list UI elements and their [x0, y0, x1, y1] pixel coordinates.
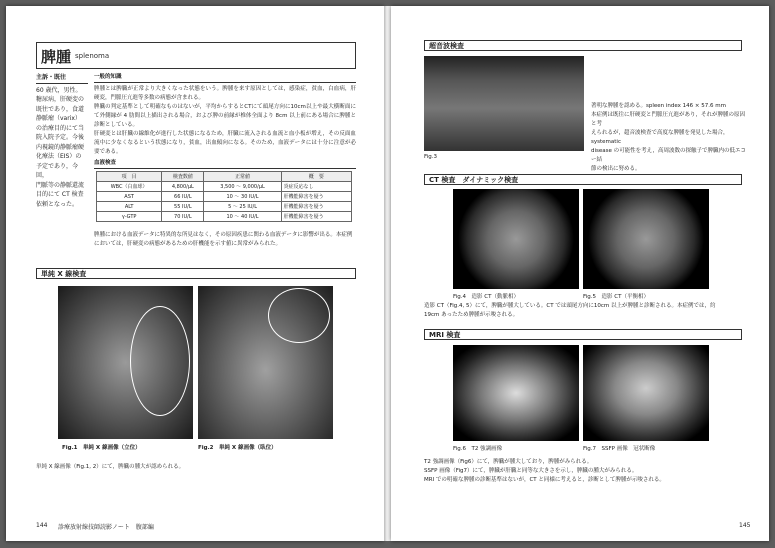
lab-cell: 10 〜 40 IU/L	[204, 212, 281, 222]
xray-image-standing	[58, 286, 193, 439]
ct-text	[424, 302, 742, 320]
fig1-caption: Fig.1 単純 X 線画像（立位）	[62, 445, 141, 451]
left-page	[6, 6, 384, 541]
case-line: 静脈瘤（varix）	[36, 115, 81, 122]
ct-text-line: 19cm あったため脾腫が示唆される。	[424, 312, 519, 318]
lab-cell: 4,800/μL	[162, 182, 204, 192]
ultrasound-image	[424, 56, 584, 151]
lab-cell: 66 IU/L	[162, 192, 204, 202]
lab-row	[97, 182, 352, 192]
xray-section-heading: 単純 X 線検査	[36, 268, 356, 279]
lab-header-row	[97, 172, 352, 182]
knowledge-column	[94, 73, 356, 225]
case-line: 依頼となった。	[36, 200, 79, 208]
xray-text: 単純 X 線画像（Fig.1, 2）にて，脾臓の腫大が認められる。	[36, 464, 185, 470]
knowledge-heading: 一般的知識	[94, 73, 356, 83]
fig2-caption: Fig.2 単純 X 線画像（臥位）	[198, 445, 277, 451]
lab-table	[96, 171, 352, 222]
us-section-heading: 超音波検査	[424, 40, 742, 51]
case-line: 化療法（EIS）の	[36, 153, 82, 160]
book-gutter	[384, 6, 391, 541]
case-line: 60 歳代，男性。	[36, 86, 82, 94]
knowledge-paragraph: 肝硬変とは肝臓の線維化が進行した状態になるため，肝臓に流入される血流と血小板が増え，その反面血流中に少なくなるという状態になり，貧血，出血傾向になる。そのため，血液データには十分に注意が必要である。	[94, 131, 356, 155]
spleen-circle-marker	[268, 288, 330, 343]
case-line: 内視鏡的静脈瘤硬	[36, 143, 85, 151]
fig7-caption: Fig.7 SSFP 画像 冠状断像	[583, 446, 656, 452]
mri-section-heading: MRI 検査	[424, 329, 742, 340]
mri-text-line: SSFP 画像（Fig7）にて，脾臓が肝臓と同等な大きさを示し，脾臓の腫大がみられる。	[424, 468, 638, 474]
lab-row	[97, 212, 352, 222]
fig4-caption: Fig.4 造影 CT（動脈相）	[453, 294, 519, 300]
lab-row	[97, 192, 352, 202]
title-box	[36, 42, 356, 69]
xray-image-supine	[198, 286, 333, 439]
case-heading: 主訴・既往	[36, 73, 88, 84]
us-text-line: 著明な脾腫を認める。spleen index 146 × 57.6 mm	[591, 103, 726, 109]
lab-cell: 5 〜 25 IU/L	[204, 202, 281, 212]
page-title: 脾腫	[41, 48, 72, 66]
mri-t2-image	[453, 345, 579, 441]
case-line: 予定であり，今回，	[36, 162, 79, 179]
ct-text-line: 造影 CT（Fig.4, 5）にて，脾臓が腫大している。CT では頭尾方向に10cm 以上が脾腫と診断される。本症例では，約	[424, 303, 716, 309]
us-text	[591, 102, 746, 174]
us-text-line: disease の可能性を考え，高周波数の探触子で脾臓内の低エコー結	[591, 148, 746, 163]
lab-heading: 血液検査	[94, 159, 356, 169]
lab-header: 項 目	[97, 172, 162, 182]
page-title-english: splenoma	[75, 52, 110, 60]
case-line: 糖尿病，肝硬変の	[36, 96, 85, 103]
mri-ssfp-image	[583, 345, 709, 441]
lab-cell: AST	[97, 192, 162, 202]
lab-cell: 3,500 〜 9,000/μL	[204, 182, 281, 192]
case-line: 門脈等の静脈還流	[36, 181, 85, 189]
lab-row	[97, 202, 352, 212]
page-number-left: 144	[36, 522, 48, 529]
lab-cell: ALT	[97, 202, 162, 212]
knowledge-paragraph: 脾臓の判定基準として明確なものはないが，平均からするとCTにて頭尾方向に10cm以上や最大横断面にて外側縁が 4 肋間以上描出される場合，および脾の前縁が椎体全面より 8cm 以上前にある場合に脾腫と診断としている。	[94, 104, 356, 128]
case-column	[36, 73, 88, 209]
lab-cell: 肝機能障害を疑う	[281, 212, 351, 222]
ct-image-arterial	[453, 189, 579, 289]
lab-cell: 70 IU/L	[162, 212, 204, 222]
page-number-right: 145	[739, 522, 751, 529]
us-text-line: えられるが，超音波検査で高度な脾腫を発見した場合，systematic	[591, 130, 729, 145]
lab-cell: 10 〜 30 IU/L	[204, 192, 281, 202]
mri-text-line: T2 強調画像（Fig6）にて，脾臓が腫大しており，脾腫がみられる。	[424, 459, 593, 465]
case-line: の治療目的にて当	[36, 124, 85, 132]
us-text-line: 本症例は既往に肝硬変と門脈圧亢進があり，それが脾腫の原因と考	[591, 112, 746, 127]
book-title-footer: 診療放射線技師読影ノート 腹部編	[58, 524, 154, 531]
mri-text-line: MRI での明確な脾腫の診断基準はないが，CT と同様に考えると，診断として脾腫が示唆される。	[424, 477, 665, 483]
lab-cell: 肝機能障害を疑う	[281, 192, 351, 202]
mri-text	[424, 458, 742, 485]
case-line: 目的にて CT 検査	[36, 191, 84, 198]
fig3-caption: Fig.3	[424, 154, 438, 160]
lab-cell: γ-GTP	[97, 212, 162, 222]
case-line: 既往であり，食道	[36, 105, 85, 113]
spleen-circle-marker	[130, 306, 190, 416]
ct-section-heading: CT 検査 ダイナミック検査	[424, 174, 742, 185]
knowledge-paragraph: 脾腫とは脾臓が正常より大きくなった状態をいう。脾腫を来す原因としては，感染症，貧血，白血病，肝硬変，門脈圧亢進等多数の病態が含まれる。	[94, 86, 356, 101]
fig6-caption: Fig.6 T2 強調画像	[453, 446, 503, 452]
lab-cell: 55 IU/L	[162, 202, 204, 212]
us-text-line: 節の検出に努める。	[591, 166, 641, 172]
lab-header: 概 要	[281, 172, 351, 182]
right-page	[391, 6, 769, 541]
lab-header: 検査数値	[162, 172, 204, 182]
ct-image-equilibrium	[583, 189, 709, 289]
lab-header: 正常値	[204, 172, 281, 182]
case-line: 院入院予定。今後	[36, 134, 85, 141]
lab-note: 脾腫における血液データに特異的な所見はなく，その原因疾患に関わる血液データに影響が出る。本症例においては，肝硬変の病態があるための肝機能を示す値に異常がみられた。	[94, 232, 353, 247]
lab-cell: 肝機能障害を疑う	[281, 202, 351, 212]
lab-cell: 炎症反応なし	[281, 182, 351, 192]
fig5-caption: Fig.5 造影 CT（平衡相）	[583, 294, 649, 300]
lab-cell: WBC（白血球）	[97, 182, 162, 192]
